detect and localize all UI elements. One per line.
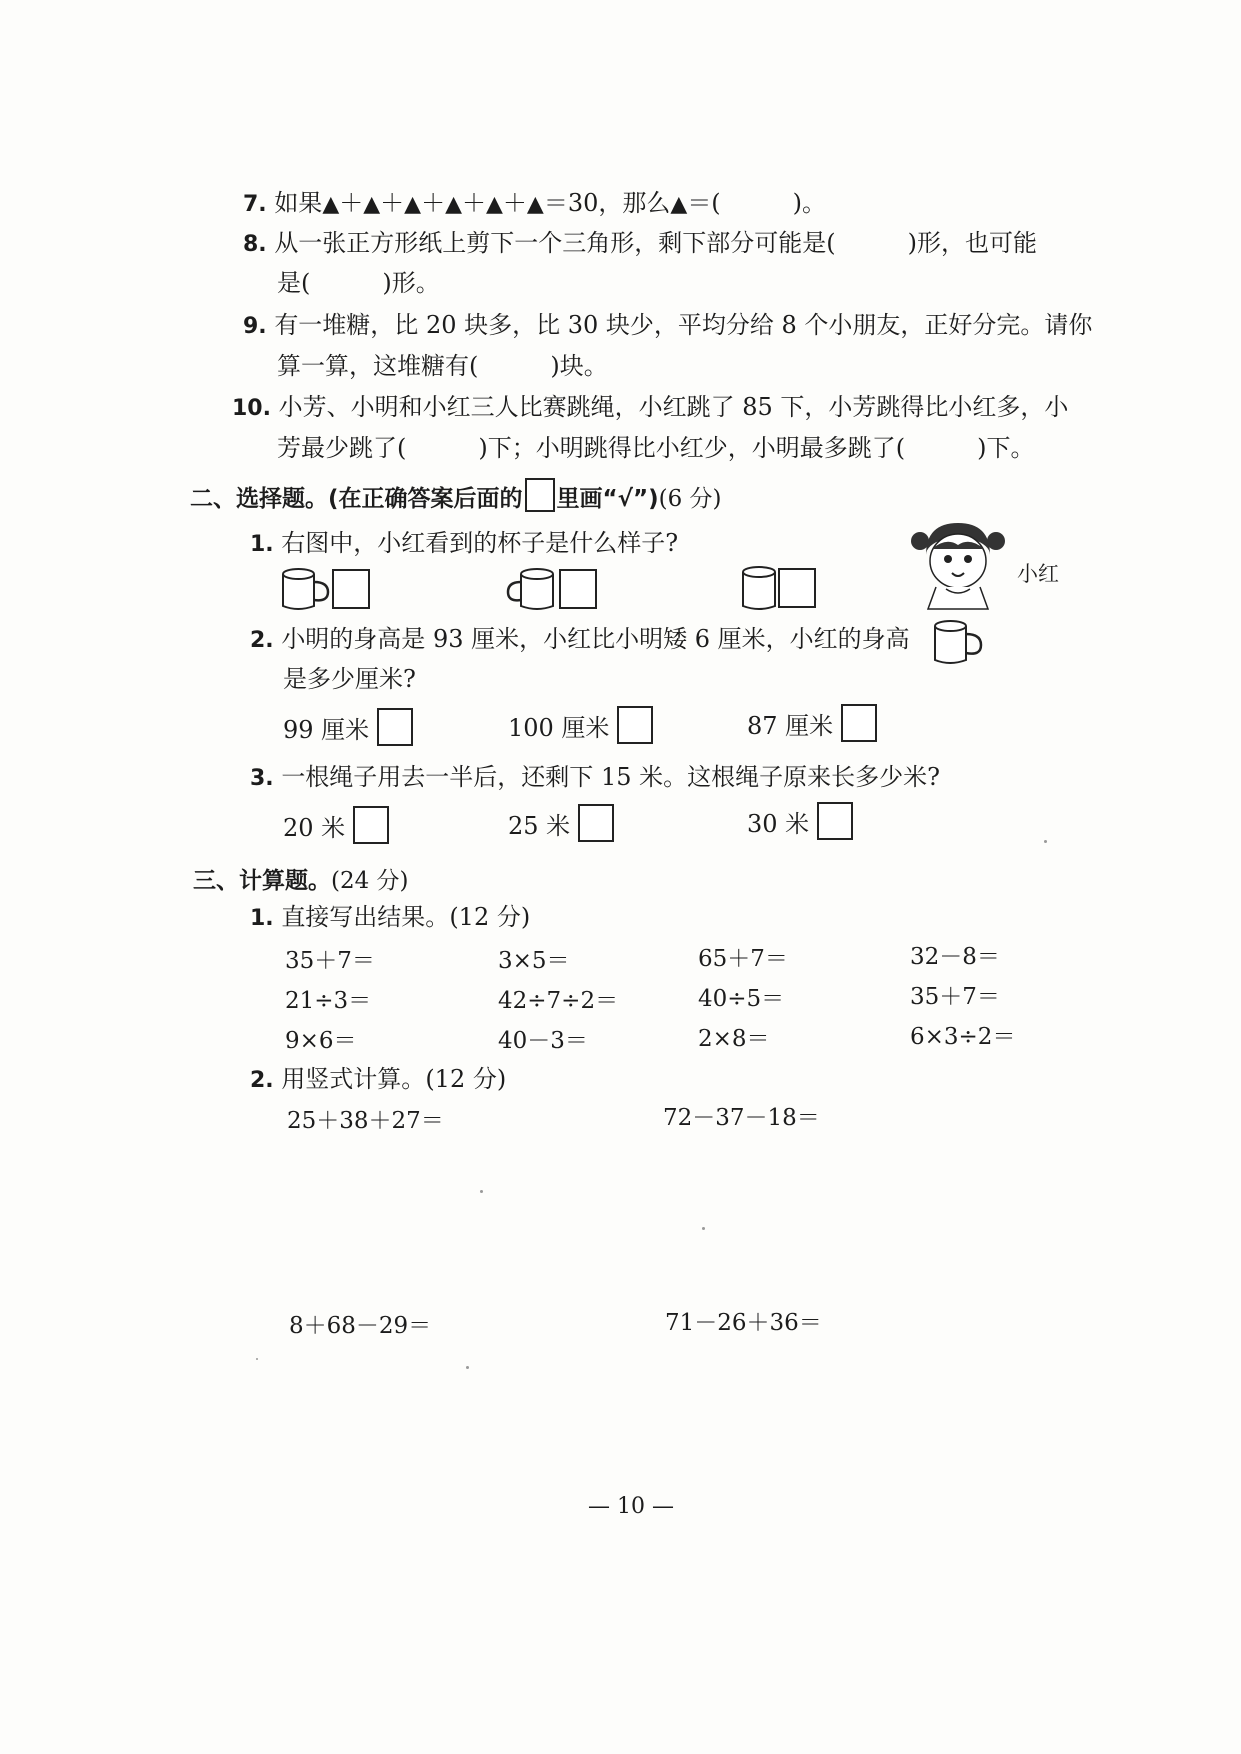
section-score: (24 分) [331, 868, 409, 894]
option-q2-a [283, 708, 413, 746]
answer-checkbox[interactable] [353, 806, 389, 844]
calc-item: 21÷3＝ [285, 988, 372, 1014]
calc-item: 35＋7＝ [910, 984, 1000, 1010]
option-label: 99 厘米 [283, 715, 370, 744]
plus-sign: ＋ [462, 189, 486, 217]
question-number: 8. [243, 232, 267, 257]
option-q2-b [508, 706, 653, 744]
triangle-icon: ▲ [486, 192, 503, 217]
option-q3-a [283, 806, 389, 844]
triangle-icon: ▲ [363, 192, 381, 217]
option-label: 20 米 [283, 813, 346, 842]
calc-item: 9×6＝ [285, 1028, 357, 1054]
question-number: 9. [243, 314, 267, 339]
cup-handle-left-icon [505, 566, 559, 612]
question-text: 右图中，小红看到的杯子是什么样子? [281, 529, 679, 557]
cup-handle-right-icon [280, 566, 332, 612]
question-text: 小明的身高是 93 厘米，小红比小明矮 6 厘米，小红的身高 [281, 625, 910, 653]
question-text: 小芳、小明和小红三人比赛跳绳，小红跳了 85 下，小芳跳得比小红多，小 [278, 393, 1069, 421]
part-score: (12 分) [425, 1065, 507, 1093]
question-10 [232, 392, 1068, 424]
triangle-icon: ▲ [526, 192, 544, 217]
option-q3-c [747, 802, 853, 840]
answer-checkbox[interactable] [817, 802, 853, 840]
question-number: 3. [250, 766, 274, 791]
question-text: 从一张正方形纸上剪下一个三角形，剩下部分可能是( )形，也可能 [274, 229, 1038, 257]
triangle-icon: ▲ [445, 192, 462, 217]
vertical-calc-item: 8＋68－29＝ [289, 1313, 432, 1339]
choice-question-2-line2: 是多少厘米? [283, 665, 416, 693]
option-label: 100 厘米 [508, 713, 610, 742]
answer-checkbox[interactable] [617, 706, 653, 744]
scan-speck [480, 1190, 483, 1193]
choice-question-3 [250, 762, 940, 794]
question-text: 用竖式计算。 [281, 1065, 426, 1093]
question-9-line2: 算一算，这堆糖有( )块。 [277, 352, 608, 380]
cup-option-a [280, 566, 370, 612]
triangle-icon: ▲ [322, 192, 340, 217]
question-text: 直接写出结果。 [281, 903, 450, 931]
girl-label: 小红 [1017, 562, 1059, 586]
scan-speck [256, 1358, 258, 1360]
cup-no-handle-icon [740, 564, 778, 612]
scan-speck [702, 1227, 705, 1230]
part-score: (12 分) [449, 903, 531, 931]
calc-item: 32－8＝ [910, 944, 1000, 970]
answer-checkbox[interactable] [377, 708, 413, 746]
vertical-calc-item: 72－37－18＝ [663, 1105, 820, 1131]
triangle-icon: ▲ [404, 192, 422, 217]
calc-item: 40－3＝ [498, 1028, 588, 1054]
plus-sign: ＋ [380, 189, 405, 217]
question-8 [243, 228, 1037, 260]
question-text: ＝30，那么 [543, 189, 671, 217]
option-label: 87 厘米 [747, 711, 834, 740]
option-q2-c [747, 704, 877, 742]
calc-item: 2×8＝ [698, 1026, 770, 1052]
answer-box-sample [525, 478, 555, 512]
section-title-text: 里画“√”) [556, 486, 659, 512]
question-number: 1. [250, 906, 274, 931]
section-score: (6 分) [658, 486, 722, 512]
girl-icon [910, 515, 1006, 611]
question-number: 10. [232, 396, 271, 421]
question-number: 1. [250, 532, 274, 557]
question-text: ＝( )。 [687, 189, 827, 217]
question-text: 有一堆糖，比 20 块多，比 30 块少，平均分给 8 个小朋友，正好分完。请你 [274, 311, 1093, 339]
cup-side-view [932, 618, 986, 670]
calc-item: 35＋7＝ [285, 948, 375, 974]
question-text: 一根绳子用去一半后，还剩下 15 米。这根绳子原来长多少米? [281, 763, 940, 791]
choice-question-1 [250, 528, 678, 560]
option-q3-b [508, 804, 614, 842]
plus-sign: ＋ [421, 189, 446, 217]
cup-option-c [740, 564, 816, 612]
girl-illustration [910, 515, 1006, 615]
question-7 [243, 188, 826, 220]
calc-item: 65＋7＝ [698, 946, 788, 972]
question-9 [243, 310, 1092, 342]
cup-handle-right-icon [932, 618, 986, 666]
scan-speck [1044, 840, 1047, 843]
answer-checkbox[interactable] [778, 568, 816, 608]
question-number: 2. [250, 1068, 274, 1093]
cup-option-b [505, 566, 597, 612]
calc-item: 3×5＝ [498, 948, 570, 974]
calc-part-2 [250, 1064, 506, 1096]
question-number: 7. [243, 192, 267, 217]
scan-speck [466, 1366, 469, 1369]
section-3-title [193, 862, 409, 895]
calc-part-1 [250, 902, 530, 934]
vertical-calc-item: 25＋38＋27＝ [287, 1108, 444, 1134]
plus-sign: ＋ [339, 189, 364, 217]
question-8-line2: 是( )形。 [277, 269, 440, 297]
choice-question-2 [250, 624, 910, 656]
triangle-icon: ▲ [670, 192, 688, 217]
question-10-line2: 芳最少跳了( )下；小明跳得比小红少，小明最多跳了( )下。 [277, 434, 1035, 462]
page-number: — 10 — [588, 1494, 674, 1519]
section-title-text: 三、计算题。 [193, 868, 331, 894]
answer-checkbox[interactable] [559, 569, 597, 609]
calc-item: 42÷7÷2＝ [498, 988, 619, 1014]
question-text: 如果 [274, 189, 323, 217]
plus-sign: ＋ [502, 189, 527, 217]
section-2-title [190, 478, 722, 513]
calc-item: 40÷5＝ [698, 986, 785, 1012]
option-label: 30 米 [747, 809, 810, 838]
option-label: 25 米 [508, 811, 571, 840]
calc-item: 6×3÷2＝ [910, 1024, 1016, 1050]
answer-checkbox[interactable] [578, 804, 614, 842]
answer-checkbox[interactable] [332, 569, 370, 609]
answer-checkbox[interactable] [841, 704, 877, 742]
question-number: 2. [250, 628, 274, 653]
vertical-calc-item: 71－26＋36＝ [665, 1310, 822, 1336]
section-title-text: 二、选择题。(在正确答案后面的 [190, 486, 523, 512]
